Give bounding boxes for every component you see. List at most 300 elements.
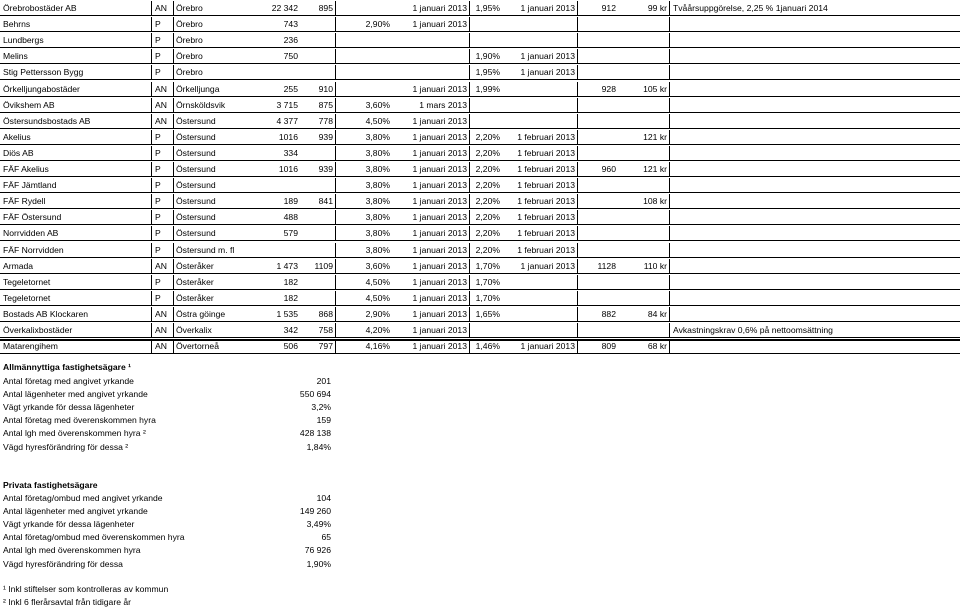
cell-hyra — [300, 210, 336, 225]
cell-v2 — [618, 243, 670, 258]
cell-proc1: 4,50% — [336, 275, 392, 290]
cell-proc1: 3,60% — [336, 98, 392, 113]
cell-datum1: 1 januari 2013 — [392, 210, 470, 225]
cell-antal: 1 473 — [258, 259, 300, 274]
cell-hyra: 841 — [300, 194, 336, 209]
cell-proc1: 3,80% — [336, 210, 392, 225]
privata-title: Privata fastighetsägare — [3, 480, 98, 490]
cell-datum2: 1 januari 2013 — [502, 49, 578, 64]
allmannyttiga-label: Antal företag med överenskommen hyra — [3, 415, 156, 426]
cell-typ: P — [152, 226, 174, 241]
cell-proc2: 1,90% — [470, 49, 502, 64]
cell-v2 — [618, 65, 670, 80]
cell-name: Stig Pettersson Bygg — [0, 65, 152, 80]
cell-v2: 121 kr — [618, 130, 670, 145]
cell-hyra: 895 — [300, 1, 336, 16]
cell-v1: 809 — [578, 339, 618, 354]
cell-proc2: 1,65% — [470, 307, 502, 322]
cell-ort: Östersund — [174, 194, 258, 209]
cell-v1 — [578, 291, 618, 306]
table-row — [0, 146, 960, 162]
cell-v1 — [578, 17, 618, 32]
cell-note — [670, 259, 960, 274]
table-row — [0, 82, 960, 98]
cell-proc2: 2,20% — [470, 162, 502, 177]
cell-ort: Örebro — [174, 33, 258, 48]
cell-note — [670, 98, 960, 113]
cell-v2: 99 kr — [618, 1, 670, 16]
allmannyttiga-value: 159 — [316, 415, 331, 426]
privata-value: 3,49% — [306, 519, 331, 530]
table-row — [0, 65, 960, 81]
cell-typ: P — [152, 33, 174, 48]
cell-v1 — [578, 178, 618, 193]
cell-proc2: 2,20% — [470, 178, 502, 193]
cell-v2 — [618, 33, 670, 48]
cell-v1 — [578, 323, 618, 338]
cell-typ: P — [152, 194, 174, 209]
cell-antal: 488 — [258, 210, 300, 225]
cell-antal: 255 — [258, 82, 300, 97]
cell-hyra — [300, 146, 336, 161]
cell-note — [670, 146, 960, 161]
cell-note — [670, 65, 960, 80]
footnote-2: ² Inkl 6 flerårsavtal från tidigare år — [3, 597, 132, 607]
cell-datum2 — [502, 33, 578, 48]
cell-note — [670, 243, 960, 258]
cell-v1: 928 — [578, 82, 618, 97]
cell-proc1 — [336, 49, 392, 64]
cell-proc2: 2,20% — [470, 226, 502, 241]
cell-proc2 — [470, 17, 502, 32]
cell-antal: 1 535 — [258, 307, 300, 322]
cell-datum2 — [502, 114, 578, 129]
cell-v1 — [578, 275, 618, 290]
cell-name: Örebrobostäder AB — [0, 1, 152, 16]
cell-hyra: 910 — [300, 82, 336, 97]
cell-datum1 — [392, 33, 470, 48]
cell-proc1: 3,80% — [336, 226, 392, 241]
table-row — [0, 226, 960, 242]
cell-note — [670, 178, 960, 193]
table-row — [0, 194, 960, 210]
cell-typ: P — [152, 210, 174, 225]
cell-proc1: 4,50% — [336, 114, 392, 129]
cell-v2 — [618, 323, 670, 338]
cell-proc2: 1,46% — [470, 339, 502, 354]
cell-typ: P — [152, 275, 174, 290]
cell-datum2: 1 februari 2013 — [502, 178, 578, 193]
cell-datum2: 1 februari 2013 — [502, 194, 578, 209]
cell-typ: P — [152, 243, 174, 258]
cell-hyra — [300, 65, 336, 80]
cell-datum2: 1 januari 2013 — [502, 339, 578, 354]
cell-proc1: 3,80% — [336, 146, 392, 161]
cell-datum1: 1 januari 2013 — [392, 226, 470, 241]
cell-v2 — [618, 178, 670, 193]
cell-name: Örkelljungabostäder — [0, 82, 152, 97]
cell-antal: 3 715 — [258, 98, 300, 113]
cell-ort: Örebro — [174, 1, 258, 16]
cell-hyra — [300, 17, 336, 32]
cell-datum2: 1 februari 2013 — [502, 130, 578, 145]
table-row — [0, 33, 960, 49]
cell-name: Övikshem AB — [0, 98, 152, 113]
cell-datum1: 1 januari 2013 — [392, 259, 470, 274]
cell-proc1 — [336, 1, 392, 16]
cell-proc2: 1,70% — [470, 275, 502, 290]
cell-note — [670, 307, 960, 322]
cell-datum1: 1 januari 2013 — [392, 307, 470, 322]
privata-label: Antal företag/ombud med överenskommen hyra — [3, 532, 185, 543]
cell-antal: 22 342 — [258, 1, 300, 16]
cell-typ: P — [152, 291, 174, 306]
cell-v2 — [618, 291, 670, 306]
cell-datum1 — [392, 49, 470, 64]
cell-datum1 — [392, 65, 470, 80]
privata-value: 1,90% — [306, 558, 331, 569]
cell-v2 — [618, 275, 670, 290]
cell-v1 — [578, 65, 618, 80]
cell-v2: 110 kr — [618, 259, 670, 274]
cell-v1 — [578, 98, 618, 113]
cell-v1 — [578, 130, 618, 145]
cell-antal — [258, 65, 300, 80]
cell-ort: Österåker — [174, 259, 258, 274]
table-row — [0, 259, 960, 275]
cell-hyra — [300, 33, 336, 48]
cell-note — [670, 114, 960, 129]
cell-antal: 579 — [258, 226, 300, 241]
cell-hyra — [300, 49, 336, 64]
cell-note — [670, 33, 960, 48]
cell-proc2: 1,95% — [470, 1, 502, 16]
cell-proc2: 1,70% — [470, 291, 502, 306]
cell-note: Avkastningskrav 0,6% på nettoomsättning — [670, 323, 960, 338]
privata-label: Antal lägenheter med angivet yrkande — [3, 506, 148, 517]
cell-v1 — [578, 210, 618, 225]
cell-typ: P — [152, 17, 174, 32]
cell-ort: Östersund — [174, 226, 258, 241]
privata-label: Vägd hyresförändring för dessa — [3, 558, 123, 569]
cell-hyra: 1109 — [300, 259, 336, 274]
cell-hyra — [300, 178, 336, 193]
table-row — [0, 307, 960, 323]
cell-datum1: 1 januari 2013 — [392, 275, 470, 290]
cell-datum1: 1 januari 2013 — [392, 1, 470, 16]
cell-proc1: 3,80% — [336, 243, 392, 258]
cell-proc2: 2,20% — [470, 146, 502, 161]
cell-proc1 — [336, 65, 392, 80]
cell-ort: Östersund — [174, 146, 258, 161]
cell-datum1: 1 januari 2013 — [392, 339, 470, 354]
cell-typ: AN — [152, 82, 174, 97]
table-row — [0, 339, 960, 355]
cell-datum2 — [502, 307, 578, 322]
cell-hyra: 875 — [300, 98, 336, 113]
cell-note — [670, 194, 960, 209]
cell-typ: AN — [152, 98, 174, 113]
cell-name: FÄF Jämtland — [0, 178, 152, 193]
privata-label: Vägt yrkande för dessa lägenheter — [3, 519, 135, 530]
cell-datum1: 1 januari 2013 — [392, 291, 470, 306]
cell-v1: 912 — [578, 1, 618, 16]
cell-proc2 — [470, 114, 502, 129]
cell-antal: 1016 — [258, 130, 300, 145]
privata-label: Antal företag/ombud med angivet yrkande — [3, 493, 163, 503]
table-row — [0, 162, 960, 178]
cell-v2 — [618, 226, 670, 241]
cell-ort: Örebro — [174, 49, 258, 64]
cell-v1 — [578, 194, 618, 209]
cell-name: FÄF Akelius — [0, 162, 152, 177]
table-row — [0, 1, 960, 17]
cell-v1 — [578, 114, 618, 129]
cell-proc1: 4,50% — [336, 291, 392, 306]
cell-typ: AN — [152, 259, 174, 274]
cell-ort: Örkelljunga — [174, 82, 258, 97]
cell-name: Tegeletornet — [0, 291, 152, 306]
cell-proc1: 4,16% — [336, 339, 392, 354]
allmannyttiga-value: 428 138 — [299, 428, 331, 439]
cell-v2 — [618, 98, 670, 113]
cell-hyra: 778 — [300, 114, 336, 129]
cell-hyra: 868 — [300, 307, 336, 322]
cell-ort: Örnsköldsvik — [174, 98, 258, 113]
cell-proc1: 3,80% — [336, 178, 392, 193]
cell-ort: Övertorneå — [174, 339, 258, 354]
cell-datum2 — [502, 98, 578, 113]
table-row — [0, 291, 960, 307]
cell-antal: 1016 — [258, 162, 300, 177]
cell-typ: P — [152, 162, 174, 177]
cell-v2 — [618, 114, 670, 129]
cell-name: Överkalixbostäder — [0, 323, 152, 338]
cell-typ: AN — [152, 114, 174, 129]
cell-proc1: 2,90% — [336, 17, 392, 32]
allmannyttiga-label: Vägd hyresförändring för dessa ² — [3, 441, 129, 452]
cell-datum1: 1 januari 2013 — [392, 162, 470, 177]
table-row — [0, 243, 960, 259]
cell-antal: 182 — [258, 291, 300, 306]
cell-datum2: 1 februari 2013 — [502, 210, 578, 225]
cell-hyra: 939 — [300, 162, 336, 177]
privata-value: 65 — [321, 532, 331, 543]
cell-datum2 — [502, 17, 578, 32]
cell-datum2 — [502, 291, 578, 306]
cell-name: FÄF Rydell — [0, 194, 152, 209]
cell-note — [670, 49, 960, 64]
cell-datum2: 1 februari 2013 — [502, 162, 578, 177]
cell-v2: 121 kr — [618, 162, 670, 177]
cell-datum2: 1 februari 2013 — [502, 226, 578, 241]
cell-antal — [258, 178, 300, 193]
cell-hyra — [300, 243, 336, 258]
cell-proc2: 2,20% — [470, 243, 502, 258]
cell-ort: Östersund — [174, 210, 258, 225]
cell-v2 — [618, 146, 670, 161]
table-row — [0, 49, 960, 65]
cell-datum2 — [502, 275, 578, 290]
cell-note — [670, 291, 960, 306]
cell-hyra: 797 — [300, 339, 336, 354]
cell-datum1: 1 januari 2013 — [392, 243, 470, 258]
cell-typ: AN — [152, 1, 174, 16]
cell-proc2: 2,20% — [470, 130, 502, 145]
cell-proc1: 2,90% — [336, 307, 392, 322]
cell-proc2 — [470, 98, 502, 113]
cell-note — [670, 130, 960, 145]
cell-note — [670, 275, 960, 290]
cell-ort: Östersund — [174, 178, 258, 193]
cell-datum2 — [502, 323, 578, 338]
allmannyttiga-label: Antal lägenheter med angivet yrkande — [3, 389, 148, 400]
cell-note — [670, 162, 960, 177]
cell-ort: Överkalix — [174, 323, 258, 338]
cell-v2 — [618, 17, 670, 32]
cell-ort: Östersund — [174, 114, 258, 129]
cell-ort: Örebro — [174, 17, 258, 32]
cell-antal: 342 — [258, 323, 300, 338]
cell-datum2: 1 februari 2013 — [502, 146, 578, 161]
cell-proc2 — [470, 33, 502, 48]
cell-proc1: 3,80% — [336, 130, 392, 145]
cell-v1 — [578, 146, 618, 161]
cell-datum1: 1 januari 2013 — [392, 17, 470, 32]
cell-v1: 960 — [578, 162, 618, 177]
cell-v2: 84 kr — [618, 307, 670, 322]
cell-datum1: 1 januari 2013 — [392, 130, 470, 145]
privata-label: Antal lgh med överenskommen hyra — [3, 545, 141, 556]
cell-ort: Östersund — [174, 162, 258, 177]
cell-name: Bostads AB Klockaren — [0, 307, 152, 322]
cell-note — [670, 210, 960, 225]
cell-v1: 882 — [578, 307, 618, 322]
section-divider — [0, 339, 960, 341]
cell-name: Akelius — [0, 130, 152, 145]
cell-proc1: 4,20% — [336, 323, 392, 338]
privata-value: 104 — [316, 493, 331, 503]
cell-name: Östersundsbostads AB — [0, 114, 152, 129]
cell-proc2: 1,70% — [470, 259, 502, 274]
cell-proc2 — [470, 323, 502, 338]
cell-hyra — [300, 291, 336, 306]
cell-typ: P — [152, 65, 174, 80]
cell-datum1: 1 januari 2013 — [392, 82, 470, 97]
cell-antal: 750 — [258, 49, 300, 64]
cell-v2 — [618, 210, 670, 225]
cell-v1: 1128 — [578, 259, 618, 274]
cell-name: FÄF Norrvidden — [0, 243, 152, 258]
cell-hyra — [300, 275, 336, 290]
cell-antal — [258, 243, 300, 258]
cell-proc1: 3,80% — [336, 194, 392, 209]
cell-proc2: 1,99% — [470, 82, 502, 97]
cell-datum2: 1 januari 2013 — [502, 65, 578, 80]
cell-datum2 — [502, 82, 578, 97]
cell-typ: AN — [152, 323, 174, 338]
allmannyttiga-value: 3,2% — [311, 402, 331, 413]
cell-datum1: 1 januari 2013 — [392, 194, 470, 209]
cell-v2: 108 kr — [618, 194, 670, 209]
cell-proc2: 1,95% — [470, 65, 502, 80]
table-row — [0, 17, 960, 33]
cell-proc1: 3,80% — [336, 162, 392, 177]
footnote-1: ¹ Inkl stiftelser som kontrolleras av kommun — [3, 584, 169, 594]
cell-proc1 — [336, 82, 392, 97]
cell-datum2: 1 januari 2013 — [502, 1, 578, 16]
cell-note — [670, 339, 960, 354]
cell-proc1 — [336, 33, 392, 48]
cell-typ: AN — [152, 307, 174, 322]
cell-antal: 334 — [258, 146, 300, 161]
cell-name: Matarengihem — [0, 339, 152, 354]
table-row — [0, 275, 960, 291]
cell-v1 — [578, 33, 618, 48]
cell-proc2: 2,20% — [470, 210, 502, 225]
cell-v2: 68 kr — [618, 339, 670, 354]
cell-datum1: 1 mars 2013 — [392, 98, 470, 113]
privata-value: 149 260 — [299, 506, 331, 517]
cell-name: Armada — [0, 259, 152, 274]
cell-typ: P — [152, 146, 174, 161]
cell-ort: Östersund m. fl — [174, 243, 258, 258]
cell-note — [670, 226, 960, 241]
cell-datum1: 1 januari 2013 — [392, 178, 470, 193]
table-row — [0, 130, 960, 146]
cell-ort: Örebro — [174, 65, 258, 80]
allmannyttiga-label: Antal lgh med överenskommen hyra ² — [3, 428, 146, 439]
cell-name: Tegeletornet — [0, 275, 152, 290]
cell-note — [670, 17, 960, 32]
cell-v1 — [578, 226, 618, 241]
cell-hyra: 758 — [300, 323, 336, 338]
cell-proc2: 2,20% — [470, 194, 502, 209]
cell-typ: P — [152, 130, 174, 145]
cell-ort: Österåker — [174, 275, 258, 290]
cell-antal: 182 — [258, 275, 300, 290]
cell-name: Diös AB — [0, 146, 152, 161]
allmannyttiga-value: 201 — [316, 376, 331, 386]
cell-v2 — [618, 49, 670, 64]
cell-name: Norrvidden AB — [0, 226, 152, 241]
cell-datum1: 1 januari 2013 — [392, 146, 470, 161]
cell-datum2: 1 januari 2013 — [502, 259, 578, 274]
cell-name: Behrns — [0, 17, 152, 32]
cell-typ: AN — [152, 339, 174, 354]
cell-v2: 105 kr — [618, 82, 670, 97]
cell-antal: 743 — [258, 17, 300, 32]
table-row — [0, 178, 960, 194]
table-row — [0, 323, 960, 339]
cell-antal: 189 — [258, 194, 300, 209]
cell-name: FÄF Östersund — [0, 210, 152, 225]
table-row — [0, 210, 960, 226]
cell-antal: 236 — [258, 33, 300, 48]
allmannyttiga-label: Antal företag med angivet yrkande — [3, 376, 134, 386]
cell-hyra: 939 — [300, 130, 336, 145]
table-row — [0, 98, 960, 114]
cell-ort: Österåker — [174, 291, 258, 306]
allmannyttiga-value: 550 694 — [299, 389, 331, 400]
cell-proc1: 3,60% — [336, 259, 392, 274]
privata-value: 76 926 — [304, 545, 331, 556]
cell-hyra — [300, 226, 336, 241]
allmannyttiga-value: 1,84% — [306, 441, 331, 452]
cell-name: Melins — [0, 49, 152, 64]
table-row — [0, 114, 960, 130]
cell-antal: 4 377 — [258, 114, 300, 129]
